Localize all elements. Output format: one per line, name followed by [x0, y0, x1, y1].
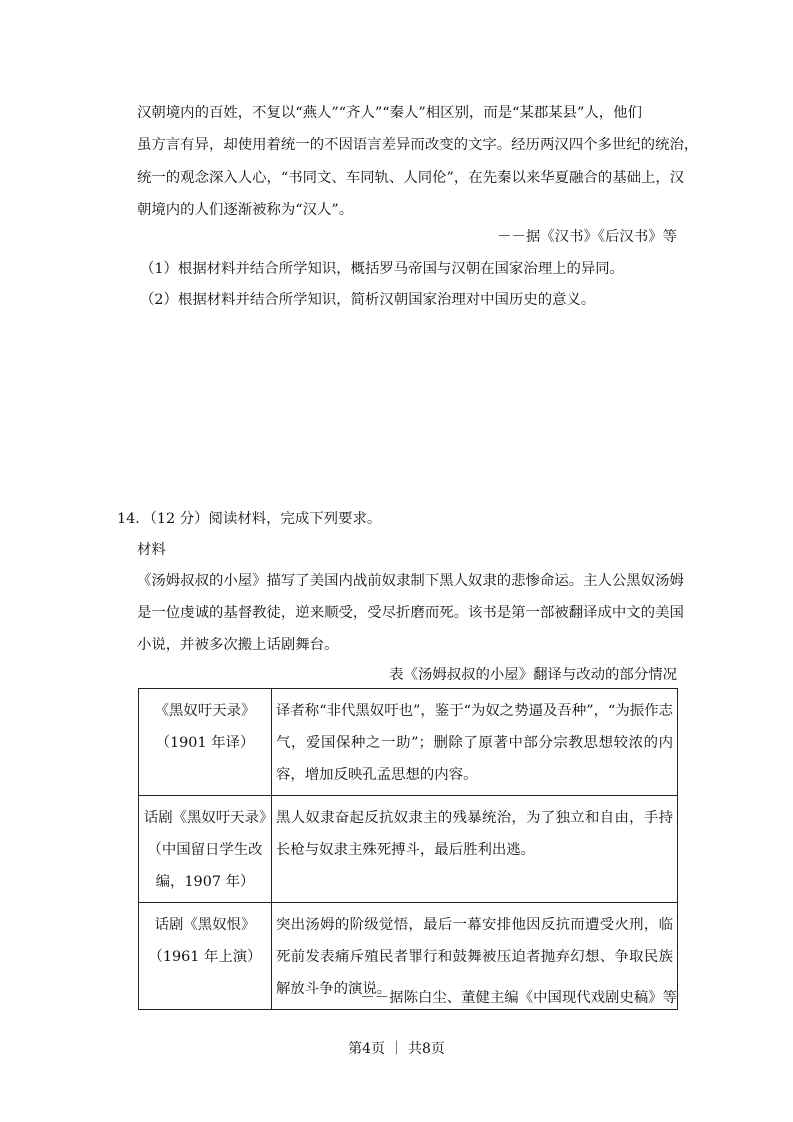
material-line: 《汤姆叔叔的小屋》描写了美国内战前奴隶制下黑人奴隶的悲惨命运。主人公黑奴汤姆	[137, 573, 684, 589]
table-row	[139, 689, 678, 796]
question-2: （2）根据材料并结合所学知识，简析汉朝国家治理对中国历史的意义。	[140, 292, 596, 308]
question-14-heading: 14．（12 分）阅读材料，完成下列要求。	[117, 511, 382, 527]
work-cell: 话剧《黑奴恨》（1961 年上演）	[139, 903, 272, 1010]
passage-line: 统一的观念深入人心，“书同文、车同轨、人同伦”，在先秦以来华夏融合的基础上，汉	[137, 170, 685, 186]
material-line: 小说，并被多次搬上话剧舞台。	[137, 637, 339, 653]
page-footer: 第4页 ｜ 共8页	[348, 1041, 445, 1057]
material-label: 材料	[137, 542, 166, 558]
work-cell: 话剧《黑奴吁天录》（中国留日学生改编，1907 年）	[139, 796, 272, 903]
passage-line: 朝境内的人们逐渐被称为“汉人”。	[137, 202, 354, 218]
description-cell: 译者称“非代黑奴吁也”，鉴于“为奴之势逼及吾种”，“为振作志气，爱国保种之一助”；删除了原著中部分宗教思想较浓的内容，增加反映孔孟思想的内容。	[272, 689, 678, 796]
material-line: 是一位虔诚的基督教徒，逆来顺受，受尽折磨而死。该书是第一部被翻译成中文的美国	[137, 605, 684, 621]
passage-line: 虽方言有异，却使用着统一的不因语言差异而改变的文字。经历两汉四个多世纪的统治，	[137, 137, 699, 153]
translation-table	[138, 688, 678, 1010]
table-row	[139, 796, 678, 903]
question-1: （1）根据材料并结合所学知识，概括罗马帝国与汉朝在国家治理上的异同。	[140, 261, 625, 277]
description-cell: 突出汤姆的阶级觉悟，最后一幕安排他因反抗而遭受火刑，临死前发表痛斥殖民者罪行和鼓舞被压迫者抛弃幻想、争取民族解放斗争的演说。	[272, 903, 678, 1010]
passage-line: 汉朝境内的百姓，不复以“燕人”“齐人”“秦人”相区别，而是“某郡某县”人，他们	[137, 105, 642, 121]
passage-source: －－据《汉书》《后汉书》等	[497, 229, 677, 245]
description-cell: 黑人奴隶奋起反抗奴隶主的残暴统治，为了独立和自由，手持长枪与奴隶主殊死搏斗，最后胜利出逃。	[272, 796, 678, 903]
table-source: －－据陈白尘、董健主编《中国现代戏剧史稿》等	[360, 990, 677, 1006]
table-caption: 表《汤姆叔叔的小屋》翻译与改动的部分情况	[389, 667, 677, 683]
work-cell: 《黑奴吁天录》（1901 年译）	[139, 689, 272, 796]
